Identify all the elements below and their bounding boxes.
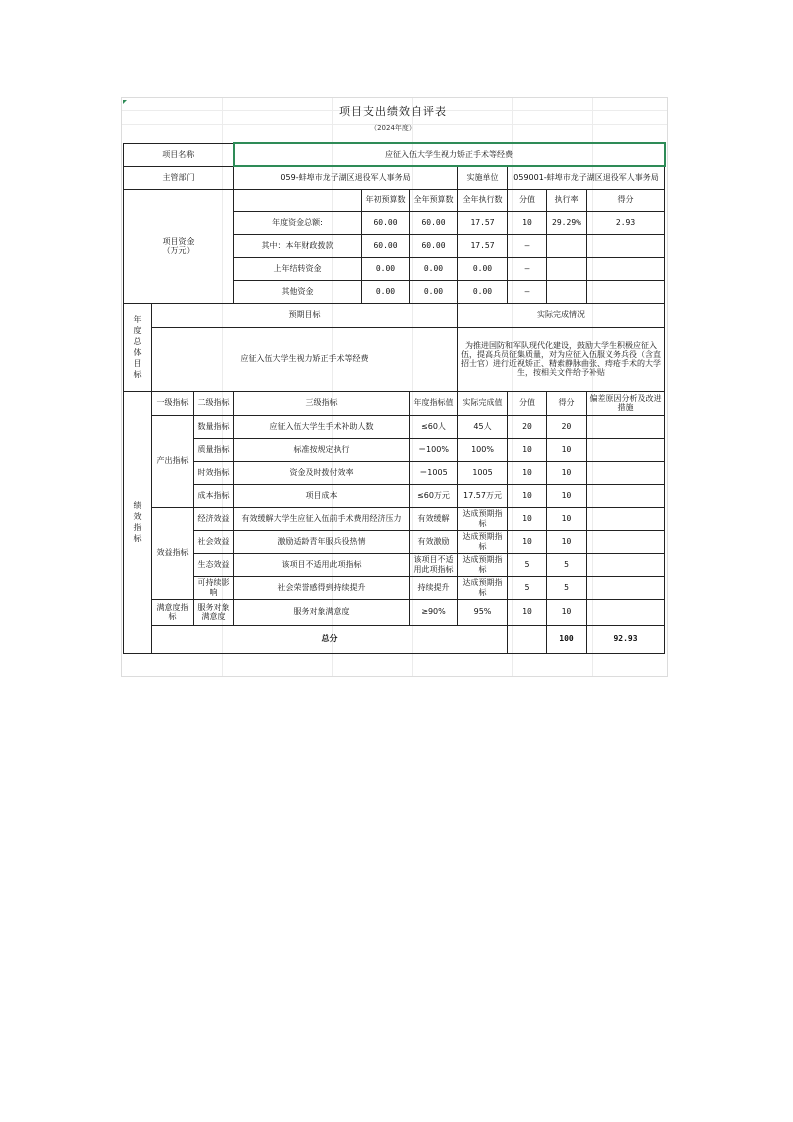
value-cell[interactable]: 10 [508,461,547,484]
funds-cell[interactable]: 17.57 [458,211,508,234]
project-name-cell[interactable]: 应征入伍大学生视力矫正手术等经费 [234,143,665,166]
value-cell[interactable]: 5 [508,553,547,576]
funds-cell[interactable]: 2.93 [587,211,665,234]
target-cell[interactable]: ≤60万元 [410,484,458,507]
level1-output: 产出指标 [152,415,194,507]
level3-cell[interactable]: 该项目不适用此项指标 [234,553,410,576]
perf-indicator-label: 绩效指标 [124,391,152,653]
dept-label: 主管部门 [124,166,234,189]
value-cell[interactable]: 10 [508,530,547,553]
level3-cell[interactable]: 标准按规定执行 [234,438,410,461]
self-evaluation-table [123,142,665,654]
target-cell[interactable]: ≥90% [410,599,458,625]
level3-cell[interactable]: 资金及时拨付效率 [234,461,410,484]
actual-cell[interactable]: 1005 [458,461,508,484]
funds-label: 项目资金 （万元） [124,189,234,303]
score-cell[interactable]: 5 [547,553,587,576]
ind-header-score: 得分 [547,391,587,415]
actual-cell[interactable]: 45人 [458,415,508,438]
reason-cell[interactable] [587,553,665,576]
value-cell[interactable]: 5 [508,576,547,599]
impl-unit-label: 实施单位 [458,166,508,189]
page-title: 项目支出绩效自评表 [339,105,447,118]
value-cell[interactable]: 10 [508,507,547,530]
funds-cell[interactable]: 0.00 [458,257,508,280]
target-cell[interactable]: 有效缓解 [410,507,458,530]
funds-row-label: 其中：本年财政拨款 [234,234,362,257]
funds-cell[interactable]: 0.00 [362,257,410,280]
funds-cell[interactable]: 60.00 [362,234,410,257]
page-subtitle: （2024年度） [370,124,416,132]
level2-cell: 可持续影响 [194,576,234,599]
score-cell[interactable]: 10 [547,461,587,484]
target-cell[interactable]: 有效激励 [410,530,458,553]
reason-cell[interactable] [587,576,665,599]
actual-cell[interactable]: 达成预期指标 [458,553,508,576]
actual-cell[interactable]: 95% [458,599,508,625]
funds-header-blank [234,189,362,211]
funds-row-label: 年度资金总额: [234,211,362,234]
level2-cell: 时效指标 [194,461,234,484]
target-cell[interactable]: ＝1005 [410,461,458,484]
target-cell[interactable]: 持续提升 [410,576,458,599]
funds-cell[interactable]: — [508,280,547,303]
reason-cell[interactable] [587,530,665,553]
reason-cell[interactable] [587,484,665,507]
value-cell[interactable]: 20 [508,415,547,438]
target-cell[interactable]: 该项目不适用此项指标 [410,553,458,576]
actual-cell[interactable]: 达成预期指标 [458,507,508,530]
actual-cell[interactable]: 100% [458,438,508,461]
funds-cell[interactable]: — [508,234,547,257]
score-cell[interactable]: 5 [547,576,587,599]
level2-cell: 社会效益 [194,530,234,553]
funds-cell[interactable]: 0.00 [458,280,508,303]
ind-header-actual: 实际完成值 [458,391,508,415]
level3-cell[interactable]: 服务对象满意度 [234,599,410,625]
score-cell[interactable]: 10 [547,530,587,553]
ind-header-target: 年度指标值 [410,391,458,415]
funds-cell[interactable]: 60.00 [362,211,410,234]
actual-cell[interactable]: 达成预期指标 [458,576,508,599]
level3-cell[interactable]: 有效缓解大学生应征入伍前手术费用经济压力 [234,507,410,530]
funds-cell[interactable]: 0.00 [410,280,458,303]
actual-cell[interactable]: 17.57万元 [458,484,508,507]
level3-cell[interactable]: 社会荣誉感得到持续提升 [234,576,410,599]
value-cell[interactable]: 10 [508,599,547,625]
score-cell[interactable]: 20 [547,415,587,438]
ind-header-reason: 偏差原因分析及改进措施 [587,391,665,415]
total-score[interactable]: 92.93 [587,625,665,653]
level3-cell[interactable]: 激励适龄青年服兵役热情 [234,530,410,553]
funds-cell[interactable]: 17.57 [458,234,508,257]
total-label: 总分 [152,625,508,653]
level2-cell: 成本指标 [194,484,234,507]
funds-cell[interactable]: — [508,257,547,280]
reason-cell[interactable] [587,599,665,625]
funds-row-label: 上年结转资金 [234,257,362,280]
total-blank [508,625,547,653]
actual-goal-header: 实际完成情况 [458,303,665,327]
reason-cell[interactable] [587,438,665,461]
reason-cell[interactable] [587,461,665,484]
expected-goal-header: 预期目标 [152,303,458,327]
level3-cell[interactable]: 应征入伍大学生手术补助人数 [234,415,410,438]
level2-cell: 质量指标 [194,438,234,461]
level2-cell: 生态效益 [194,553,234,576]
level2-cell: 服务对象满意度 [194,599,234,625]
funds-header-score-value: 分值 [508,189,547,211]
funds-cell[interactable] [547,280,587,303]
dept-value[interactable]: 059-蚌埠市龙子湖区退役军人事务局 [234,166,458,189]
score-cell[interactable]: 10 [547,438,587,461]
funds-header-score: 得分 [587,189,665,211]
funds-cell[interactable]: 10 [508,211,547,234]
level2-cell: 经济效益 [194,507,234,530]
funds-cell[interactable] [587,257,665,280]
level3-cell[interactable]: 项目成本 [234,484,410,507]
funds-cell[interactable]: 60.00 [410,211,458,234]
value-cell[interactable]: 10 [508,438,547,461]
funds-cell[interactable]: 0.00 [362,280,410,303]
ind-header-level3: 三级指标 [234,391,410,415]
funds-cell[interactable] [587,234,665,257]
ind-header-level2: 二级指标 [194,391,234,415]
score-cell[interactable]: 10 [547,484,587,507]
project-name-label: 项目名称 [124,143,234,166]
ind-header-level1: 一级指标 [152,391,194,415]
funds-cell[interactable]: 60.00 [410,234,458,257]
target-cell[interactable]: ＝100% [410,438,458,461]
funds-cell[interactable] [547,234,587,257]
actual-cell[interactable]: 达成预期指标 [458,530,508,553]
reason-cell[interactable] [587,415,665,438]
value-cell[interactable]: 10 [508,484,547,507]
funds-cell[interactable] [547,257,587,280]
level1-satisfaction: 满意度指标 [152,599,194,625]
reason-cell[interactable] [587,507,665,530]
funds-header-initial: 年初预算数 [362,189,410,211]
score-cell[interactable]: 10 [547,599,587,625]
ind-header-value: 分值 [508,391,547,415]
funds-header-executed: 全年执行数 [458,189,508,211]
annual-goal-label: 年度总体目标 [124,303,152,391]
score-cell[interactable]: 10 [547,507,587,530]
expected-goal-text[interactable]: 应征入伍大学生视力矫正手术等经费 [152,327,458,391]
level2-cell: 数量指标 [194,415,234,438]
funds-cell[interactable]: 29.29% [547,211,587,234]
funds-header-annual: 全年预算数 [410,189,458,211]
impl-unit-value[interactable]: 059001-蚌埠市龙子湖区退役军人事务局 [508,166,665,189]
actual-goal-text[interactable]: 为推进国防和军队现代化建设，鼓励大学生积极应征入伍，提高兵员征集质量，对为应征入伍服义务兵役（含直招士官）进行近视矫正、精索静脉曲张、痔疮手术的大学生，按相关文件给予补贴 [458,327,665,391]
funds-cell[interactable]: 0.00 [410,257,458,280]
target-cell[interactable]: ≤60人 [410,415,458,438]
level1-benefit: 效益指标 [152,507,194,599]
total-value[interactable]: 100 [547,625,587,653]
funds-row-label: 其他资金 [234,280,362,303]
funds-cell[interactable] [587,280,665,303]
funds-header-rate: 执行率 [547,189,587,211]
